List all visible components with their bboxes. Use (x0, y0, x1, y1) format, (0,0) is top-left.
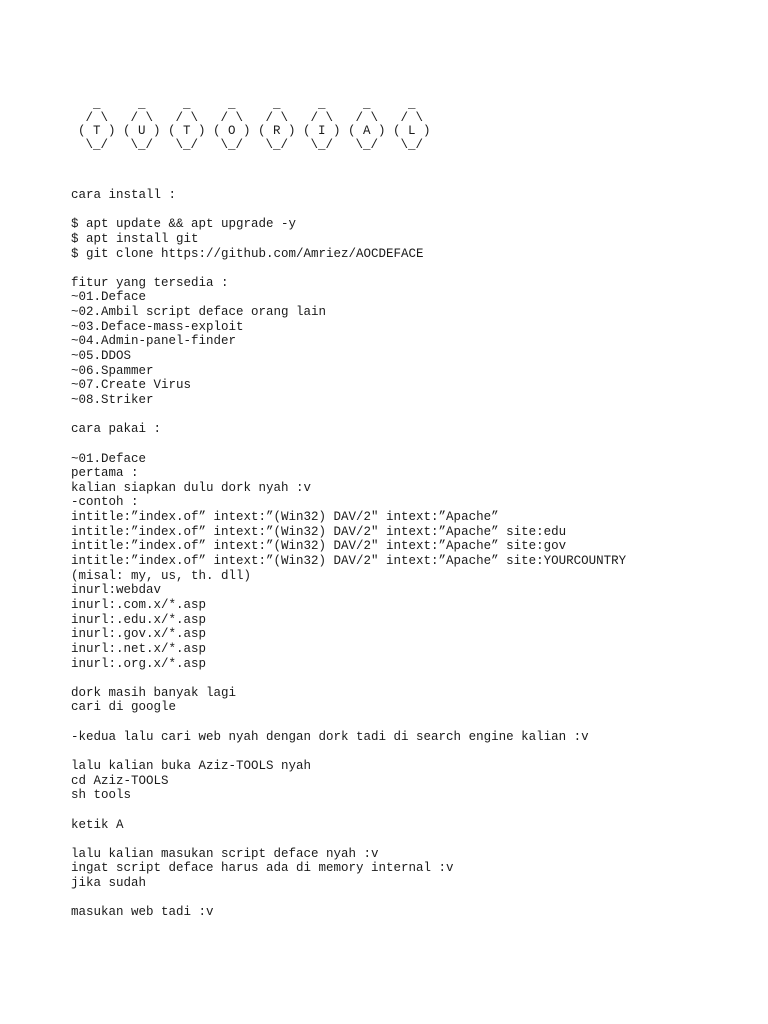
blank-line (71, 671, 761, 686)
usage-line: kalian siapkan dulu dork nyah :v (71, 480, 312, 495)
feature-item: ~06.Spammer (71, 363, 154, 378)
usage-line: ~01.Deface (71, 451, 147, 466)
usage-line: dork masih banyak lagi (71, 685, 237, 700)
blank-line (71, 832, 761, 847)
banner-row: _ _ _ _ _ _ _ _ (70, 97, 416, 111)
feature-item: ~03.Deface-mass-exploit (71, 319, 244, 334)
usage-line: (misal: my, us, th. dll) (71, 568, 252, 583)
install-command: $ apt update && apt upgrade -y (71, 217, 297, 232)
dork-example: intitle:”index.of” intext:”(Win32) DAV/2" intext:”Apache” site:gov (71, 539, 567, 554)
dork-example: inurl:.org.x/*.asp (71, 656, 207, 671)
dork-example: intitle:”index.of” intext:”(Win32) DAV/2" intext:”Apache” (71, 510, 499, 525)
install-command: $ apt install git (71, 231, 199, 246)
usage-line: -kedua lalu cari web nyah dengan dork tadi di search engine kalian :v (71, 729, 589, 744)
usage-line: jika sudah (71, 876, 147, 891)
usage-command: sh tools (71, 788, 132, 803)
blank-line (71, 715, 761, 730)
feature-item: ~05.DDOS (71, 349, 132, 364)
feature-item: ~02.Ambil script deface orang lain (71, 305, 327, 320)
blank-line (71, 891, 761, 906)
banner-row: ( T ) ( U ) ( T ) ( O ) ( R ) ( I ) ( A ) ( L ) (70, 124, 431, 138)
dork-example: inurl:.edu.x/*.asp (71, 612, 207, 627)
feature-item: ~01.Deface (71, 290, 147, 305)
usage-line: lalu kalian masukan script deface nyah :v (71, 846, 379, 861)
dork-example: intitle:”index.of” intext:”(Win32) DAV/2" intext:”Apache” site:YOURCOUNTRY (71, 554, 627, 569)
install-command: $ git clone https://github.com/Amriez/AOCDEFACE (71, 246, 424, 261)
usage-line: lalu kalian buka Aziz-TOOLS nyah (71, 758, 312, 773)
usage-line: cari di google (71, 700, 177, 715)
banner-row: / \ / \ / \ / \ / \ / \ / \ / \ (70, 110, 424, 125)
usage-heading: cara pakai : (71, 422, 162, 437)
blank-line (71, 744, 761, 759)
usage-line: pertama : (71, 466, 139, 481)
banner-row: \_/ \_/ \_/ \_/ \_/ \_/ \_/ \_/ (70, 137, 424, 152)
blank-line (71, 203, 761, 218)
blank-line (71, 408, 761, 423)
blank-line (71, 437, 761, 452)
dork-example: inurl:.net.x/*.asp (71, 641, 207, 656)
usage-line: ketik A (71, 817, 124, 832)
usage-line: -contoh : (71, 495, 139, 510)
features-heading: fitur yang tersedia : (71, 275, 229, 290)
blank-line (71, 803, 761, 818)
ascii-banner (71, 98, 431, 152)
dork-example: inurl:.gov.x/*.asp (71, 627, 207, 642)
install-heading: cara install : (71, 188, 177, 202)
dork-example: inurl:.com.x/*.asp (71, 597, 207, 612)
feature-item: ~04.Admin-panel-finder (71, 334, 237, 349)
feature-item: ~07.Create Virus (71, 378, 192, 393)
usage-line: ingat script deface harus ada di memory internal :v (71, 861, 454, 876)
document-body (71, 188, 761, 920)
dork-example: inurl:webdav (71, 583, 162, 598)
usage-command: cd Aziz-TOOLS (71, 773, 169, 788)
usage-line: masukan web tadi :v (71, 905, 214, 920)
feature-item: ~08.Striker (71, 392, 154, 407)
blank-line (71, 261, 761, 276)
dork-example: intitle:”index.of” intext:”(Win32) DAV/2" intext:”Apache” site:edu (71, 524, 567, 539)
